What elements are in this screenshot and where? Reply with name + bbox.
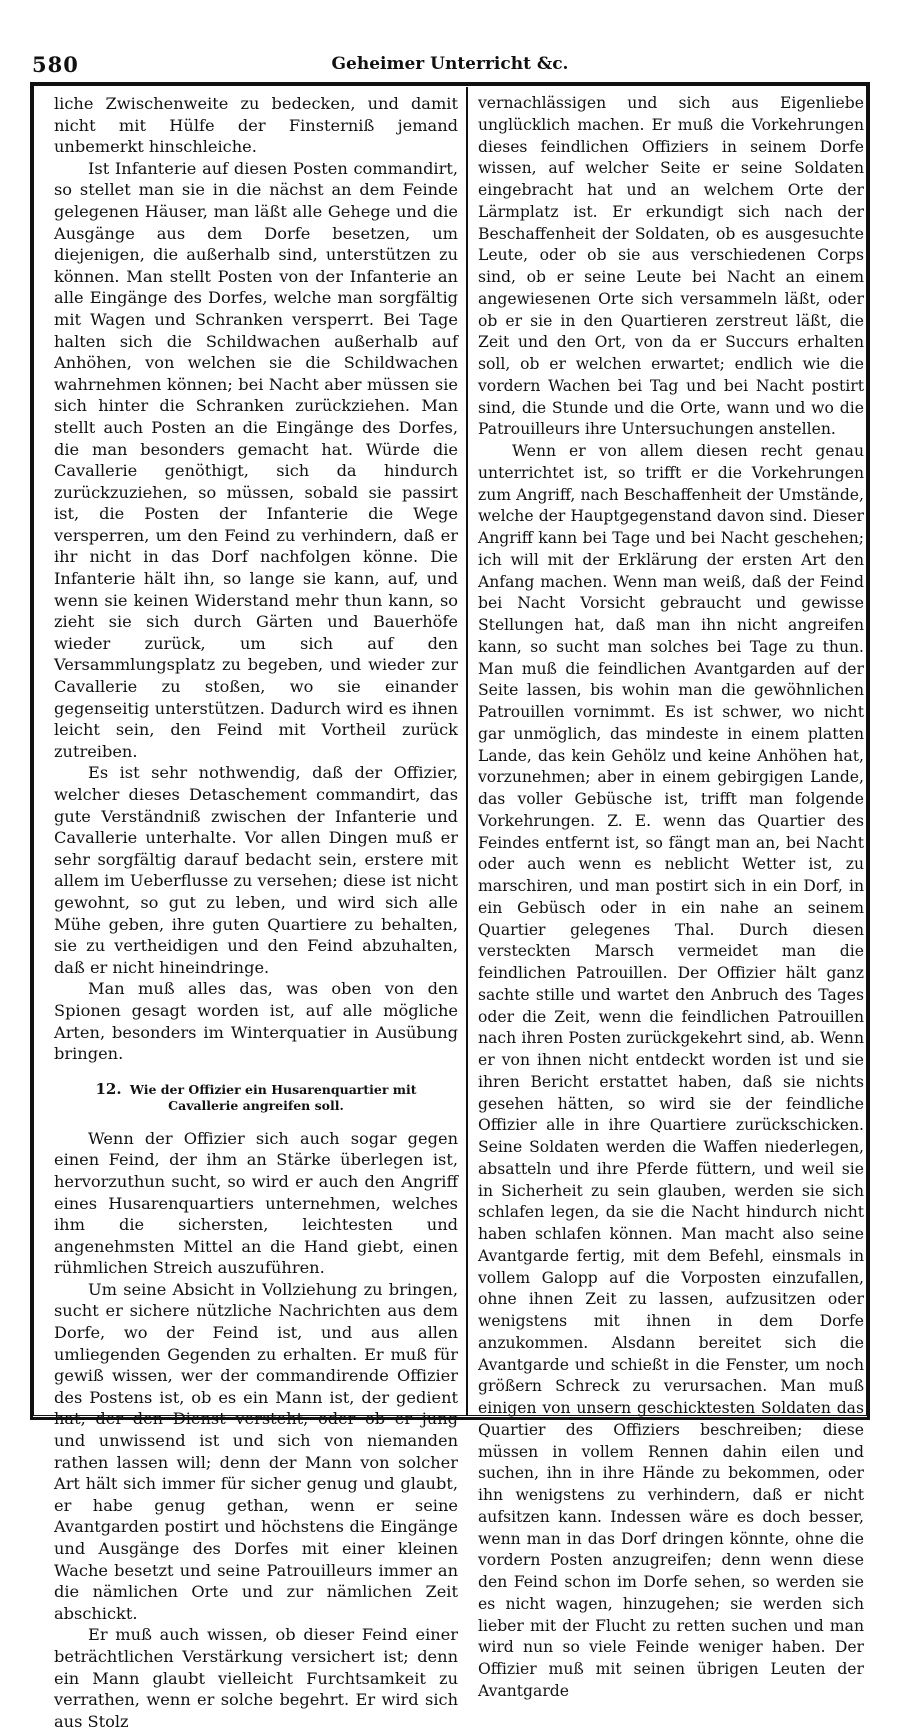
paragraph: vernachlässigen und sich aus Eigenliebe unglücklich machen. Er muß die Vorkehrungen dieses feindlichen Offiziers in seinem Dorfe wissen, auf welcher Seite er seine Soldaten eingebracht hat und an welchem Orte der Lärmplatz ist. Er erkundigt sich nach der Beschaffenheit der Soldaten, ob es ausgesuchte Leute, oder ob sie aus verschiedenen Corps sind, ob er seine Leute bei Nacht an einem angewiesenen Orte sich versammeln läßt, oder ob er sie in den Quartieren zerstreut läßt, die Zeit und den Ort, von da er Succurs erhalten soll, ob er welchen erwartet; endlich wie die vordern Wachen bei Tag und bei Nacht postirt sind, die Stunde und die Orte, wann und wo die Patrouilleurs ihre Untersuchungen anstellen. [478,94,864,439]
paragraph: Wenn der Offizier sich auch sogar gegen einen Feind, der ihm an Stärke überlegen ist, hervorzuthun sucht, so wird er auch den Angriff eines Husarenquartiers unternehmen, welches ihm die sichersten, leichtesten und angenehmsten Mittel an die Hand giebt, einen rühmlichen Streich auszuführen. [54,1128,458,1278]
paragraph: Um seine Absicht in Vollziehung zu bringen, sucht er sichere nützliche Nachrichten aus dem Dorfe, wo der Feind ist, und aus allen umliegenden Gegenden zu erhalten. Er muß für gewiß wissen, wer der commandirende Offizier des Postens ist, ob es ein Mann ist, der gedient hat, der den Dienst versteht, oder ob er jung und unwissend ist und sich von niemanden rathen lassen will; denn der Mann von solcher Art hält sich immer für sicher genug und glaubt, er habe genug gethan, wenn er seine Avantgarden postirt und höchstens die Eingänge und Ausgänge des Dorfes mit einer kleinen Wache besetzt und seine Patrouilleurs immer an die nämlichen Orte und zur nämlichen Zeit abschickt. [54,1279,458,1623]
paragraph: liche Zwischenweite zu bedecken, und damit nicht mit Hülfe der Finsterniß jemand unbemerkt hinschleiche. [54,94,458,157]
right-column [478,93,864,1703]
paragraph: Man muß alles das, was oben von den Spionen gesagt worden ist, auf alle mögliche Arten, besonders im Winterquatier in Ausübung bringen. [54,979,458,1064]
paragraph: Wenn er von allem diesen recht genau unterrichtet ist, so trifft er die Vorkehrungen zum Angriff, nach Beschaffenheit der Umstände, welche der Hauptgegenstand davon sind. Dieser Angriff kann bei Tage und bei Nacht geschehen; ich will mit der Erklärung der ersten Art den Anfang machen. Wenn man weiß, daß der Feind bei Nacht Vorsicht gebraucht und gewisse Stellungen hat, daß man ihn nicht angreifen kann, so sucht man solches bei Tage zu thun. Man muß die feindlichen Avantgarden auf der Seite lassen, bis wohin man die gewöhnlichen Patrouillen vornimmt. Es ist schwer, wo nicht gar unmöglich, das mindeste in einem platten Lande, das kein Gehölz und keine Anhöhen hat, vorzunehmen; aber in einem gebirgigen Lande, das voller Gebüsche ist, trifft man folgende Vorkehrungen. Z. E. wenn das Quartier des Feindes entfernt ist, so fängt man an, bei Nacht oder auch wenn es neblicht Wetter ist, zu marschiren, und man postirt sich in ein Dorf, in ein Gebüsch oder in ein nahe an seinem Quartier gelegenes Thal. Durch diesen versteckten Marsch vermeidet man die feindlichen Patrouillen. Der Offizier hält ganz sachte stille und wartet den Anbruch des Tages oder die Zeit, wenn die feindlichen Patrouillen nach ihren Posten zurückgekehrt sind, ab. Wenn er von ihnen nicht entdeckt worden ist und sie ihren Bericht erstattet haben, daß sie nichts gesehen hätten, so wird sie der feindliche Offizier alle in ihre Quartiere zurückschicken. Seine Soldaten werden die Waffen niederlegen, absatteln und ihre Pferde füttern, und weil sie in Sicherheit zu sein glauben, werden sie sich schlafen legen, da sie die Nacht hindurch nicht haben schlafen können. Man macht also seine Avantgarde fertig, mit dem Befehl, einsmals in vollem Galopp auf die Vorposten einzufallen, ohne ihnen Zeit zu lassen, aufzusitzen oder wenigstens mit ihnen in dem Dorfe anzukommen. Alsdann bereitet sich die Avantgarde und schießt in die Fenster, um noch größern Schreck zu verursachen. Man muß einigen von unsern geschicktesten Soldaten das Quartier des Offiziers beschreiben; diese müssen in vollem Rennen dahin eilen und suchen, ihn in ihre Hände zu bekommen, oder ihn wenigstens zu verhindern, daß er nicht aufsitzen kann. Indessen wäre es doch besser, wenn man in das Dorf dringen könnte, ohne die vordern Posten anzugreifen; denn wenn diese den Feind schon im Dorfe sehen, so werden sie es nicht wagen, hinzugehen; sie werden sich lieber mit der Flucht zu retten suchen und man wird nun so viele Feinde weniger haben. Der Offizier muß mit seinen übrigen Leuten der Avantgarde [478,442,864,1700]
column-divider [466,87,468,1416]
paragraph: Er muß auch wissen, ob dieser Feind einer beträchtlichen Verstärkung versichert ist; denn ein Mann glaubt vielleicht Furchtsamkeit zu verrathen, wenn er solche begehrt. Er wird sich aus Stolz [54,1625,458,1731]
section-title: Wie der Offizier ein Husarenquartier mit Cavallerie angreifen soll. [129,1081,417,1113]
paragraph: Ist Infanterie auf diesen Posten commandirt, so stellet man sie in die nächst an dem Feinde gelegenen Häuser, man läßt alle Gehege und die Ausgänge aus dem Dorfe besetzen, um diejenigen, die außerhalb sind, unterstützen zu können. Man stellt Posten von der Infanterie an alle Eingänge des Dorfes, welche man sorgfältig mit Wagen und Schranken versperrt. Bei Tage halten sich die Schildwachen außerhalb auf Anhöhen, von welchen sie die Schildwachen wahrnehmen können; bei Nacht aber müssen sie sich hinter die Schranken zurückziehen. Man stellt auch Posten an die Eingänge des Dorfes, die man besonders gemacht hat. Würde die Cavallerie genöthigt, sich da hindurch zurückzuziehen, so müssen, sobald sie passirt ist, die Posten der Infanterie die Wege versperren, um den Feind zu verhindern, daß er ihr nicht in das Dorf nachfolgen könne. Die Infanterie hält ihn, so lange sie kann, auf, und wenn sie keinen Widerstand mehr thun kann, so zieht sie sich durch Gärten und Bauerhöfe wieder zurück, um sich auf den Versammlungsplatz zu begeben, und wieder zur Cavallerie zu stoßen, wo sie einander gegenseitig unterstützen. Dadurch wird es ihnen leicht sein, den Feind mit Vortheil zurück zutreiben. [54,158,458,761]
section-number: 12. [95,1079,122,1098]
page-number: 580 [32,52,79,77]
running-title: Geheimer Unterricht &c. [331,54,569,74]
paragraph: Es ist sehr nothwendig, daß der Offizier, welcher dieses Detaschement commandirt, das gute Verständniß zwischen der Infanterie und Cavallerie unterhalte. Vor allen Dingen muß er sehr sorgfältig darauf bedacht sein, erstere mit allem im Ueberflusse zu versehen; diese ist nicht gewohnt, so gut zu leben, und wird sich alle Mühe geben, ihre guten Quartiere zu behalten, sie zu vertheidigen und den Feind abzuhalten, daß er nicht hineindringe. [54,763,458,977]
left-column [54,93,458,1732]
section-heading [54,1081,458,1114]
